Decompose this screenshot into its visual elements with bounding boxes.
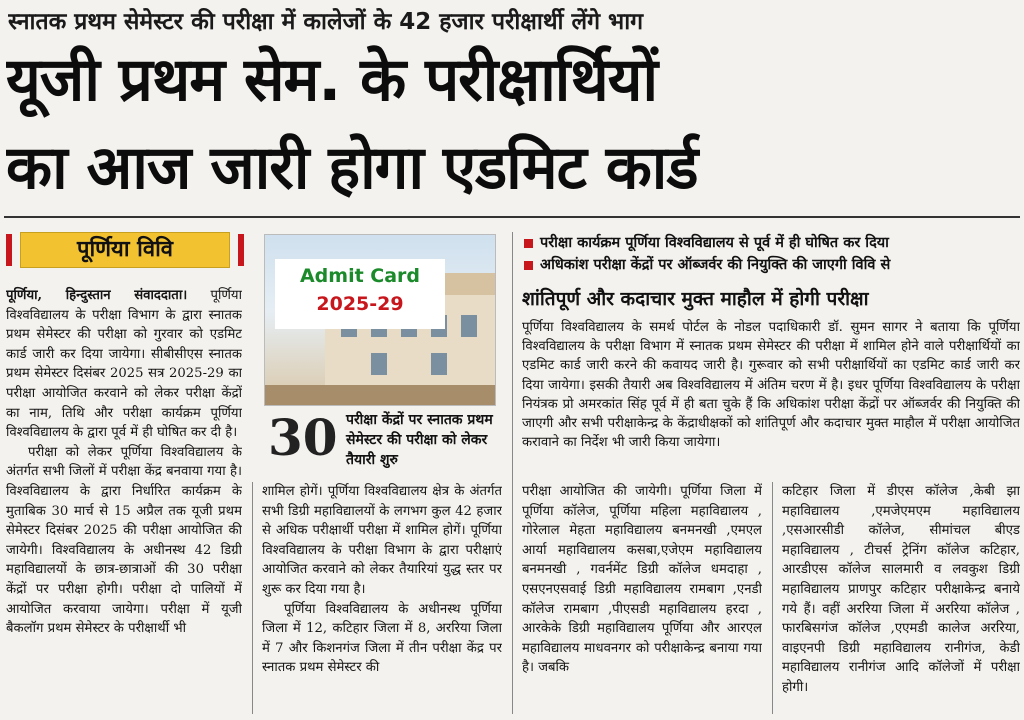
main-headline-line-1: यूजी प्रथम सेम. के परीक्षार्थियों [6, 45, 658, 115]
highlight-caption: परीक्षा केंद्रों पर स्नातक प्रथम सेमेस्टर की परीक्षा को लेकर तैयारी शुरु [346, 412, 493, 468]
bullet-item [522, 232, 1022, 254]
column-divider [512, 232, 513, 714]
photo-ground [265, 385, 496, 406]
photo-label-admit-card: Admit Card [299, 265, 421, 287]
news-photo [264, 234, 496, 406]
column-3-para-1: परीक्षा आयोजित की जायेगी। पूर्णिया जिला में पूर्णिया कॉलेज, पूर्णिया महिला महाविद्यालय , गोरेलाल मेहता महाविद्यालय बनमनखी ,एमएल आर्या महाविद्यालय कसबा,एजेएम महाविद्यालय बनमनखी , गवर्नमेंट डिग्री कॉलेज धमदाहा , एसएनएसवाई डिग्री महाविद्यालय रामबाग ,एनडी कॉलेज रामबाग ,पीएसडी महाविद्यालय हरदा , आरकेके डिग्री महाविद्यालय पूर्णिया और आरएल महाविद्यालय माधवनगर को परीक्षाकेन्द्र बनाया गया है। जबकि [522, 484, 762, 676]
photo-label-session: 2025-29 [316, 293, 404, 315]
bullet-square-icon [524, 239, 533, 248]
highlight-number: 30 [268, 408, 338, 467]
bullet-list [522, 232, 1022, 276]
intro-text: पूर्णिया विश्वविद्यालय के समर्थ पोर्टल के नोडल पदाधिकारी डॉ. सुमन सागर ने बताया कि पूर्णिया विश्वविद्यालय के परीक्षा विभाग में स्नातक प्रथम सेमेस्टर की परीक्षा में शामिल होने वाले परीक्षार्थियों का एडमिट कार्ड जारी करने की कवायद जारी है। गुरूवार को सभी परीक्षार्थियों का एडमिट कार्ड जारी कर दिया जायेगा। इसकी तैयारी अब विश्वविद्यालय में अंतिम चरण में है। इधर पूर्णिया विश्वविद्यालय के परीक्षा नियंत्रक प्रो अमरकांत सिंह पूर्व में ही बता चुके हैं कि अधिकांश परीक्षा केंद्रों पर ऑब्जर्वर की नियुक्ति की जाएगी और सभी परीक्षाकेन्द्र के केंद्राधीक्षकों को शांतिपूर्ण और कदाचार मुक्त माहौल में परीक्षा आयोजित करावाने का निर्देश भी जारी किया जायेगा। [522, 320, 1020, 451]
intro-paragraph [522, 318, 1020, 468]
bullet-text: अधिकांश परीक्षा केंद्रों पर ऑब्जर्वर की नियुक्ति की जाएगी विवि से [540, 257, 891, 273]
bullet-square-icon [524, 261, 533, 270]
main-headline-line-2: का आज जारी होगा एडमिट कार्ड [6, 133, 698, 203]
bullet-item [522, 254, 1022, 276]
headline-divider [4, 216, 1020, 218]
column-1-para-2: परीक्षा को लेकर पूर्णिया विश्वविद्यालय के अंतर्गत सभी जिलों में परीक्षा केंद्र बनवाया गया है। विश्वविद्यालय के द्वारा निर्धारित कार्यक्रम के मुताबिक 30 मार्च से 15 अप्रैल तक यूजी प्रथम सेमेस्टर दिसंबर 2025 की परीक्षा आयोजित की जायेगी। विश्वविद्यालय के अधीनस्थ 42 डिग्री महाविद्यालयों के छात्र-छात्राओं की 30 परीक्षा केंद्रों पर परीक्षा होगी। परीक्षा दो पालियों में आयोजित करवाया जायेगा। परीक्षा में यूजी बैकलॉग प्रथम सेमेस्टर के परीक्षार्थी भी [6, 444, 242, 637]
kicker-headline: स्नातक प्रथम सेमेस्टर की परीक्षा में कालेजों के 42 हजार परीक्षार्थी लेंगे भाग [8, 9, 644, 35]
column-divider [772, 482, 773, 714]
column-1-para-1: पूर्णिया विश्वविद्यालय के परीक्षा विभाग के द्वारा स्नातक प्रथम सेमेस्टर की परीक्षा को गुरवार को एडमिट कार्ड जारी कर दिया जायेगा। सीबीसीएस स्नातक प्रथम सेमेस्टर दिसंबर 2025 सत्र 2025-29 का परीक्षा आयोजित करवाने को लेकर परीक्षा केंद्रों का नाम, तिथि और परीक्षा कार्यक्रम पूर्णिया विश्वविद्यालय के द्वारा पूर्व में ही घोषित कर दी है। [6, 288, 242, 441]
column-2-para-1: शामिल होगें। पूर्णिया विश्वविद्यालय क्षेत्र के अंतर्गत सभी डिग्री महाविद्यालयों के लगभग कुल 42 हजार से अधिक परीक्षार्थी परीक्षा में शामिल होगें। पूर्णिया विश्वविद्यालय के परीक्षा विभाग के द्वारा परीक्षाएं आयोजित करवाने को लेकर तैयारियां युद्ध स्तर पर शुरू कर दिया गया है। [262, 484, 502, 597]
article-column-4 [782, 482, 1020, 714]
photo-window [431, 353, 447, 375]
photo-window [461, 315, 477, 337]
column-4-para-1: कटिहार जिला में डीएस कॉलेज ,केबी झा महाविद्यालय ,एमजेएमएम महाविद्यालय ,एसआरसीडी कॉलेज, सीमांचल बीएड महाविद्यालय , टीचर्स ट्रेनिंग कॉलेज कटिहार, आरडीएस कॉलेज सालमारी व लवकुश डिग्री महाविद्यालय प्राणपुर कटिहार परीक्षाकेन्द्र बनाये गये हैं। वहीं अररिया जिला में अररिया कॉलेज , फारबिसगंज कॉलेज ,एएमडी कालेज अररिया, वाइएनपी डिग्री महाविद्यालय रानीगंज, केडी महाविद्यालय रानीगंज आदि कॉलेजों में परीक्षा होगी। [782, 484, 1020, 695]
article-column-3 [522, 482, 762, 714]
bullet-text: परीक्षा कार्यक्रम पूर्णिया विश्वविद्यालय से पूर्व में ही घोषित कर दिया [540, 235, 889, 251]
column-divider [252, 482, 253, 714]
section-tag [6, 232, 244, 268]
column-2-para-2: पूर्णिया विश्वविद्यालय के अधीनस्थ पूर्णिया जिला में 12, कटिहार जिला में 8, अररिया जिला में 7 और किशनगंज जिला में तीन परीक्षा केंद्र पर स्नातक प्रथम सेमेस्टर की [262, 601, 502, 676]
article-column-1 [6, 286, 242, 714]
photo-window [371, 353, 387, 375]
tag-bar-left [6, 234, 12, 266]
section-tag-label: पूर्णिया विवि [20, 232, 230, 268]
byline: पूर्णिया, हिन्दुस्तान संवाददाता। [6, 288, 188, 303]
article-column-2 [262, 482, 502, 714]
subheadline: शांतिपूर्ण और कदाचार मुक्त माहौल में होगी परीक्षा [522, 288, 869, 310]
tag-bar-right [238, 234, 244, 266]
